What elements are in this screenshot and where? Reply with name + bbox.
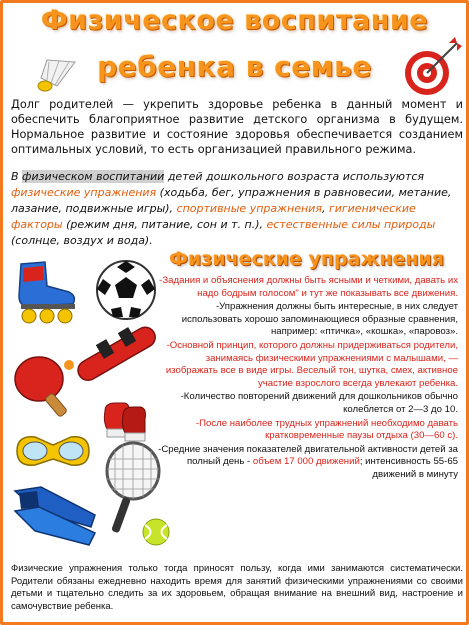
target-icon [403,35,463,99]
rule-item-1: -Задания и объяснения должны быть ясными и четкими, давать их надо бодрым голосом" и тут же показывать все движения. [159,275,458,299]
rule-item-2: -Упражнения должны быть интересные, в них следует использовать хорошо запоминающиеся образные сравнения, например: «птичка», «кошка», «паровоз». [181,301,458,338]
footer-paragraph: Физические упражнения только тогда приносят пользу, когда ими занимаются систематически. Родители обязаны ежедневно находить время для занятий физическими упражнениями со своими детьми и тщательно следить за их здоровьем, обращая внимание на внешний вид, настроение и самочувствие ребенка. [11,563,463,612]
means-item-sport: спортивные упражнения [176,202,322,215]
snowboard-icon [69,321,161,399]
means-item-exercises: физические упражнения [11,186,157,199]
activity-volume-highlight: объем 17 000 движений [252,456,360,468]
ping-pong-paddle-icon [11,353,77,417]
means-paragraph: В физическом воспитании детей дошкольного возраста используются физические упражнения (ходьба, бег, упражнения в равновесии, метание, лазание, подвижные игры), спортивные упражнения, гигиенические факторы (режим дня, питание, сон и т. п.), естественные силы природы (солнце, воздух и вода). [11,170,452,247]
highlighted-term: физическом воспитании [22,170,165,183]
means-item-hygiene: гигиенические факторы [11,202,416,231]
section-heading: Физические упражнения [169,248,444,270]
roller-skate-icon [11,258,83,328]
intro-paragraph: Долг родителей — укрепить здоровье ребенка в данный момент и обеспечить благоприятное развитие детского организма в будущем. Нормальное развитие и состояние здоровья обеспечивается созданием оптимальных условий, то есть организацией правильного режима. [11,98,463,156]
exercise-rules-list [158,275,458,483]
rule-item-4: -Количество повторений движений для дошкольников обычно колеблется от 2—3 до 10. [180,391,458,415]
rule-item-5: -После наиболее трудных упражнений необходимо давать кратковременные паузы отдыха (30—60 с). [195,417,458,442]
rule-item-3: -Основной принцип, которого должны придерживаться родители, занимаясь физическими упражнениями с малышами, — изображать все в виде игры. Веселый тон, шутка, смех, активное участие взрослого всегда увлекают ребенка. [165,339,458,389]
diving-mask-icon [13,431,93,475]
tennis-ball-icon [141,517,171,547]
page-title-line1: Физическое воспитание [40,5,429,36]
soccer-ball-icon [95,259,157,321]
flippers-icon [11,481,101,551]
page-title-line2: ребенка в семье [97,50,372,83]
rule-item-6: -Средние значения показателей двигательной активности детей за полный день - объем 17 000 движений; интенсивность 55-65 движений в минуту [158,443,458,480]
means-item-nature: естественные силы природы [266,218,436,231]
shuttlecock-icon [35,58,79,94]
